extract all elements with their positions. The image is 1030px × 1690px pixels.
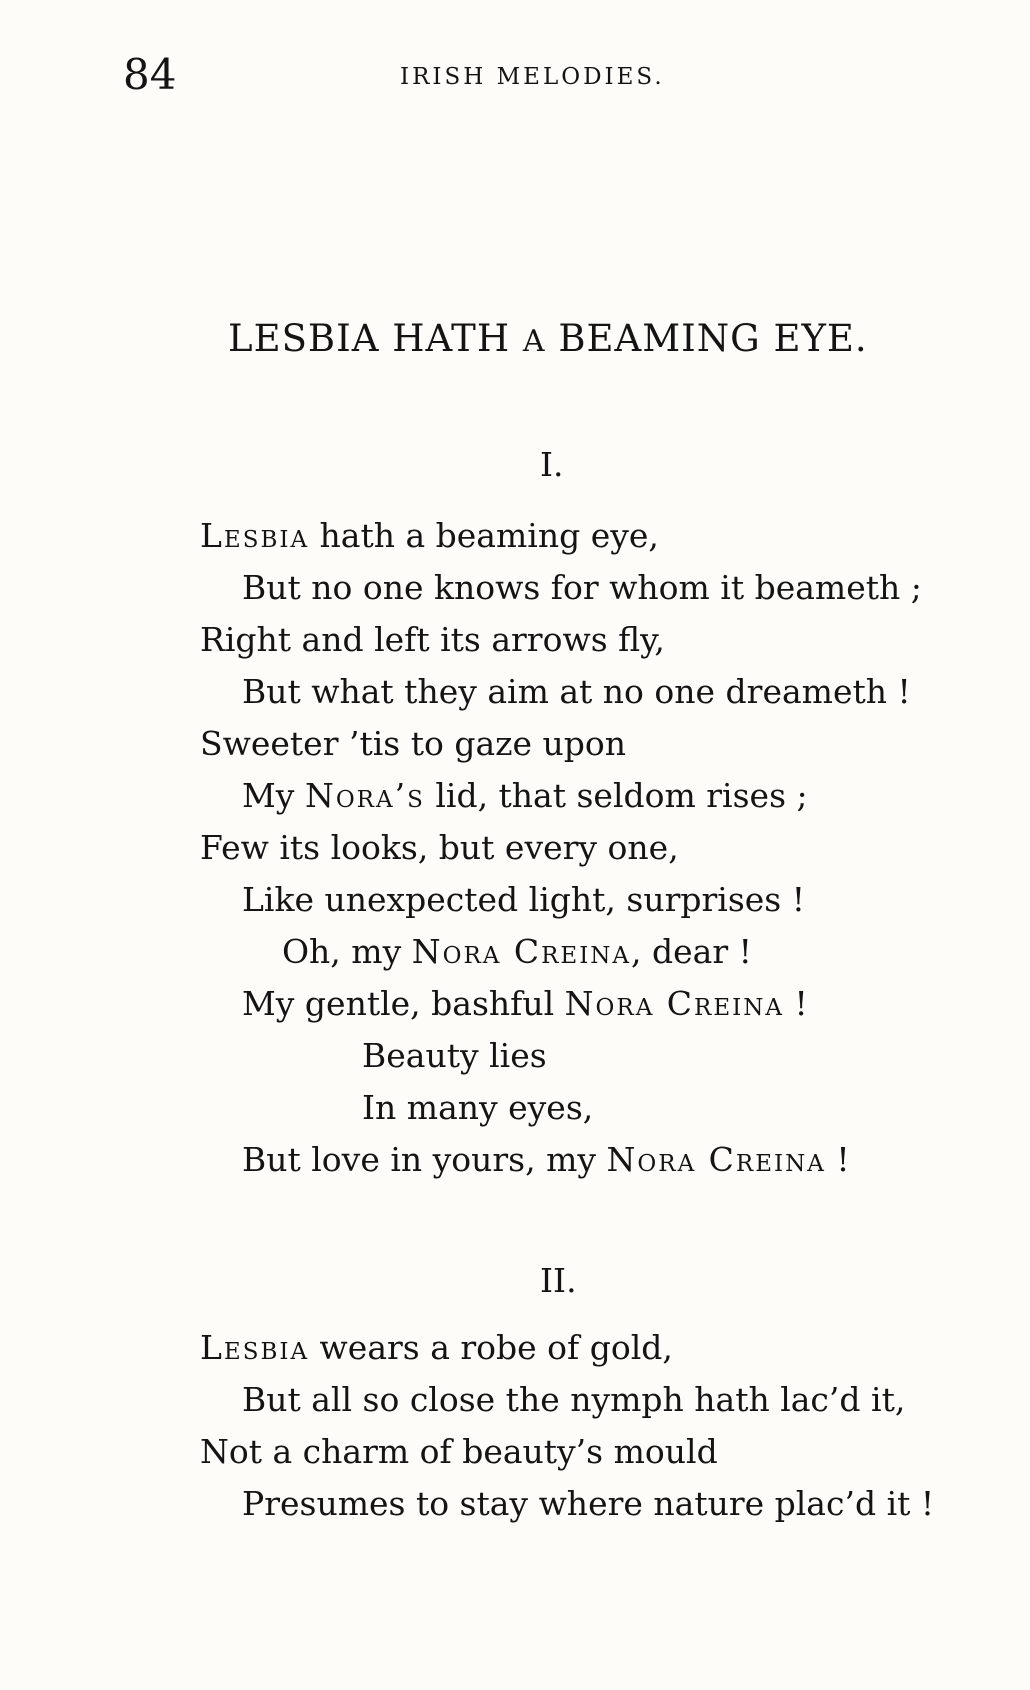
verse-line (200, 926, 1020, 978)
verse-line (200, 614, 1020, 666)
poem-title (228, 317, 868, 360)
verse-line (200, 1478, 1020, 1530)
verse-text: Oh, my (282, 932, 412, 971)
small-caps-name: Nora Creina (564, 984, 784, 1023)
poem-title-part3: BEAMING EYE. (558, 317, 868, 360)
verse-line (200, 978, 1020, 1030)
small-caps-name: Lesbia (200, 1328, 310, 1367)
verse-text: Like unexpected light, surprises ! (242, 880, 805, 919)
small-caps-name: Nora Creina (606, 1140, 826, 1179)
verse-text: Presumes to stay where nature plac’d it ! (242, 1484, 935, 1523)
verse-line (200, 718, 1020, 770)
verse-text: Few its looks, but every one, (200, 828, 679, 867)
verse-text: wears a robe of gold, (309, 1328, 673, 1367)
verse-line (200, 770, 1020, 822)
verse-text: My (242, 776, 305, 815)
verse-text: ! (783, 984, 808, 1023)
stanza-2 (200, 1322, 1020, 1530)
verse-text: Sweeter ’tis to gaze upon (200, 724, 627, 763)
verse-line (200, 510, 1020, 562)
verse-line (200, 822, 1020, 874)
page-number: 84 (123, 50, 177, 99)
verse-line (200, 1374, 1020, 1426)
verse-line (200, 1134, 1020, 1186)
verse-text: My gentle, bashful (242, 984, 565, 1023)
verse-text: Beauty lies (362, 1036, 547, 1075)
running-head: IRISH MELODIES. (400, 64, 665, 90)
small-caps-name: Lesbia (200, 516, 310, 555)
verse-line (200, 874, 1020, 926)
verse-text: But all so close the nymph hath lac’d it, (242, 1380, 906, 1419)
stanza-1 (200, 510, 1020, 1186)
poem-title-part2: A (522, 324, 546, 359)
verse-text: Right and left its arrows fly, (200, 620, 665, 659)
verse-line (200, 1322, 1020, 1374)
small-caps-name: Nora’s (304, 776, 425, 815)
verse-text: lid, that seldom rises ; (424, 776, 808, 815)
verse-text: In many eyes, (362, 1088, 594, 1127)
verse-line (200, 562, 1020, 614)
verse-text: But love in yours, my (242, 1140, 607, 1179)
verse-text: But what they aim at no one dreameth ! (242, 672, 911, 711)
verse-text: Not a charm of beauty’s mould (200, 1432, 718, 1471)
verse-text: , dear ! (631, 932, 752, 971)
verse-text: But no one knows for whom it beameth ; (242, 568, 922, 607)
verse-line (200, 1082, 1020, 1134)
verse-line (200, 1030, 1020, 1082)
verse-line (200, 666, 1020, 718)
verse-text: hath a beaming eye, (309, 516, 659, 555)
stanza-numeral: I. (540, 445, 564, 484)
poem-title-part1: LESBIA HATH (228, 317, 511, 360)
small-caps-name: Nora Creina (411, 932, 632, 971)
stanza-numeral: II. (540, 1261, 577, 1300)
verse-line (200, 1426, 1020, 1478)
verse-text: ! (825, 1140, 850, 1179)
